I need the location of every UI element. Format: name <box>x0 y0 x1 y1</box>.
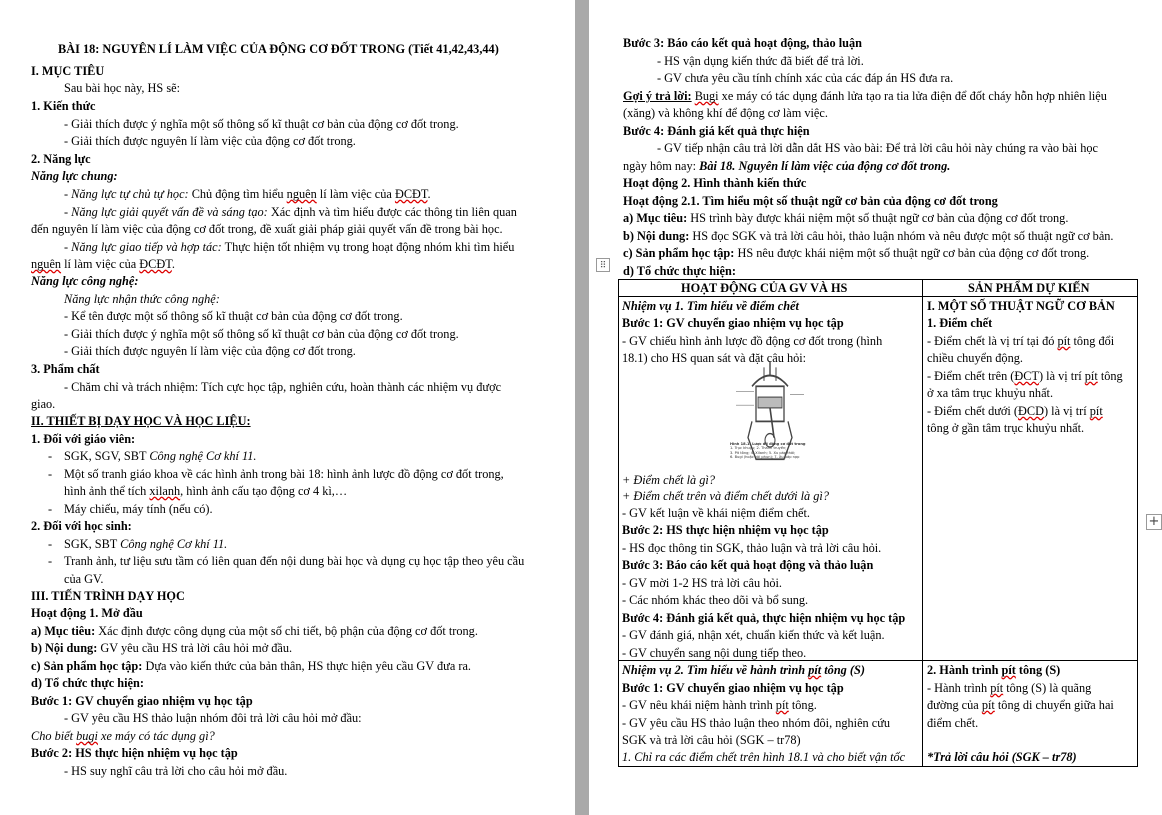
competence-item: - Năng lực giao tiếp và hợp tác: Thực hiện tốt nhiệm vụ trong hoạt động nhóm khi tìm hiểu <box>64 240 515 254</box>
activity-goal: a) Mục tiêu: HS trình bày được khái niệm một số thuật ngữ cơ bản của động cơ đốt trong. <box>623 211 1069 225</box>
task-1-step-3-text: - GV mời 1-2 HS trả lời câu hỏi. <box>622 576 782 590</box>
activity-content: b) Nội dung: HS đọc SGK và trả lời câu hỏi, thảo luận nhóm và nêu được một số thuật ngữ cơ bản. <box>623 229 1114 243</box>
competence-item: - Năng lực tự chủ tự học: Chủ động tìm hiểu nguên lí làm việc của ĐCĐT. <box>64 187 431 201</box>
task-1-step-2: Bước 2: HS thực hiện nhiệm vụ học tập <box>622 523 829 537</box>
heading-knowledge: 1. Kiến thức <box>31 99 96 113</box>
activity-goal: a) Mục tiêu: Xác định được công dụng của một số chi tiết, bộ phận của động cơ đốt trong. <box>31 624 478 638</box>
student-item: - SGK, SBT Công nghệ Cơ khí 11. <box>64 536 227 552</box>
suggested-answer-cont: (xăng) và không khí để động cơ làm việc. <box>623 106 828 120</box>
knowledge-item: - Giải thích được nguyên lí làm việc của động cơ đốt trong. <box>64 134 356 148</box>
task-2-step-1-text: - GV nêu khái niệm hành trình pít tông. <box>622 698 817 712</box>
student-item: - Tranh ảnh, tư liệu sưu tầm có liên quan đến nội dung bài học và dụng cụ học tập theo yêu cầu <box>64 553 524 569</box>
product-text: tông ở gần tâm trục khuỷu nhất. <box>927 421 1085 435</box>
step-1-text: - GV yêu cầu HS thảo luận nhóm đôi trả lời câu hỏi mở đầu: <box>64 711 362 725</box>
product-text: ở xa tâm trục khuỷu nhất. <box>927 386 1054 400</box>
heading-teacher: 1. Đối với giáo viên: <box>31 432 136 446</box>
step-4: Bước 4: Đánh giá kết quả thực hiện <box>623 124 810 138</box>
page-gap <box>575 0 589 815</box>
step-3: Bước 3: Báo cáo kết quả hoạt động, thảo luận <box>623 36 862 50</box>
activity-product: c) Sản phẩm học tập: Dựa vào kiến thức của bản thân, HS thực hiện yêu cầu GV đưa ra. <box>31 659 472 673</box>
product-text: - Điểm chết là vị trí tại đó pít tông đổi <box>927 334 1115 348</box>
heading-general-competence: Năng lực chung: <box>31 169 118 183</box>
heading-objectives: I. MỤC TIÊU <box>31 64 105 78</box>
task-1-step-4: Bước 4: Đánh giá kết quả, thực hiện nhiệm vụ học tập <box>622 611 906 625</box>
question: + Điểm chết trên và điểm chết dưới là gì? <box>622 489 829 503</box>
task-2-step-1: Bước 1: GV chuyển giao nhiệm vụ học tập <box>622 681 844 695</box>
teacher-item: - SGK, SGV, SBT Công nghệ Cơ khí 11. <box>64 448 256 464</box>
heading-student: 2. Đối với học sinh: <box>31 519 132 533</box>
task-1-step-4-text: - GV đánh giá, nhận xét, chuẩn kiến thức và kết luận. <box>622 628 885 642</box>
task-2-title: Nhiệm vụ 2. Tìm hiểu về hành trình pít tông (S) <box>622 663 865 677</box>
activity-product: c) Sản phẩm học tập: HS nêu được khái niệm một số thuật ngữ cơ bản của động cơ đốt trong. <box>623 246 1090 260</box>
figure-caption: Hình 18.1. Lược đồ động cơ đốt trong 1. Trục khuỷu; 2. Thanh truyền; 3. Pit tông; 4. Xilanh; 5. Xu páp thải; 6. Bugi (hoặc vòi phun); 7. Xu páp nạp <box>730 442 806 460</box>
heading-process: III. TIẾN TRÌNH DẠY HỌC <box>31 589 185 603</box>
activity-organization: d) Tổ chức thực hiện: <box>31 676 144 690</box>
activity-organization: d) Tổ chức thực hiện: <box>623 264 736 278</box>
table-header-activities: HOẠT ĐỘNG CỦA GV VÀ HS <box>681 281 848 295</box>
task-2-step-1-text: SGK và trả lời câu hỏi (SGK – tr78) <box>622 733 801 747</box>
product-text: - Điểm chết trên (ĐCT) là vị trí pít tông <box>927 369 1123 383</box>
heading-equipment: II. THIẾT BỊ DẠY HỌC VÀ HỌC LIỆU: <box>31 414 251 428</box>
table-header-products: SẢN PHẨM DỰ KIẾN <box>968 281 1090 295</box>
objectives-intro: Sau bài học này, HS sẽ: <box>64 81 181 95</box>
competence-item: - Năng lực giải quyết vấn đề và sáng tạo: Xác định và tìm hiểu được các thông tin liên quan <box>64 205 517 219</box>
product-text: điểm chết. <box>927 716 979 730</box>
table-header-divider <box>618 296 1138 297</box>
teacher-item-cont: hình ảnh thể tích xilanh, hình ảnh cấu tạo động cơ 4 kì,… <box>64 484 348 498</box>
add-column-plus-icon[interactable]: + <box>1146 514 1162 530</box>
product-text: chiều chuyển động. <box>927 351 1023 365</box>
step-4-text: - GV tiếp nhận câu trả lời dẫn dắt HS vào bài: Để trả lời câu hỏi này chúng ra vào bài học <box>657 141 1098 155</box>
step-3-text: - HS vận dụng kiến thức đã biết để trả lời. <box>657 54 864 68</box>
question: + Điểm chết là gì? <box>622 473 715 487</box>
teacher-item: - Máy chiếu, máy tính (nếu có). <box>64 501 213 517</box>
product-heading: I. MỘT SỐ THUẬT NGỮ CƠ BẢN <box>927 299 1115 313</box>
step-3-text: - GV chưa yêu cầu tính chính xác của các đáp án HS đưa ra. <box>657 71 954 85</box>
quality-item-cont: giao. <box>31 397 56 411</box>
step-2: Bước 2: HS thực hiện nhiệm vụ học tập <box>31 746 238 760</box>
subheading-tech-awareness: Năng lực nhận thức công nghệ: <box>64 292 220 306</box>
table-column-divider <box>922 279 923 767</box>
tech-item: - Kể tên được một số thông số kĩ thuật cơ bản của động cơ đốt trong. <box>64 309 403 323</box>
conclusion-text: - GV kết luận về khái niệm điểm chết. <box>622 506 810 520</box>
task-1-step-3: Bước 3: Báo cáo kết quả hoạt động và thảo luận <box>622 558 874 572</box>
student-item-cont: của GV. <box>64 572 104 586</box>
competence-item-cont: nguên lí làm việc của ĐCĐT. <box>31 257 175 271</box>
product-text: đường của pít tông di chuyển giữa hai <box>927 698 1114 712</box>
product-subheading: 2. Hành trình pít tông (S) <box>927 663 1061 677</box>
step-4-text-cont: ngày hôm nay: Bài 18. Nguyên lí làm việc của động cơ đốt trong. <box>623 159 951 173</box>
heading-tech-competence: Năng lực công nghệ: <box>31 274 139 288</box>
activity-content: b) Nội dung: GV yêu cầu HS trả lời câu hỏi mở đầu. <box>31 641 293 655</box>
task-1-title: Nhiệm vụ 1. Tìm hiểu về điểm chết <box>622 299 799 313</box>
document-page-left <box>0 0 575 815</box>
tech-item: - Giải thích được nguyên lí làm việc của động cơ đốt trong. <box>64 344 356 358</box>
task-1-step-1: Bước 1: GV chuyển giao nhiệm vụ học tập <box>622 316 844 330</box>
product-text: - Điểm chết dưới (ĐCD) là vị trí pít <box>927 404 1103 418</box>
competence-item-cont: đến nguyên lí làm việc của động cơ đốt trong, đề xuất giải pháp giải quyết vấn đề trong bài học. <box>31 222 503 236</box>
tech-item: - Giải thích được ý nghĩa một số thông số kĩ thuật cơ bản của động cơ đốt trong. <box>64 327 459 341</box>
product-answer-note: *Trả lời câu hỏi (SGK – tr78) <box>927 750 1077 764</box>
knowledge-item: - Giải thích được ý nghĩa một số thông số kĩ thuật cơ bản của động cơ đốt trong. <box>64 117 459 131</box>
task-1-step-1-text: - GV chiếu hình ảnh lược đồ động cơ đốt trong (hình <box>622 334 883 348</box>
task-1-step-1-text: 18.1) cho HS quan sát và đặt câu hỏi: <box>622 351 807 365</box>
product-subheading: 1. Điểm chết <box>927 316 993 330</box>
task-1-step-4-text: - GV chuyển sang nội dung tiếp theo. <box>622 646 807 660</box>
heading-competence: 2. Năng lực <box>31 152 91 166</box>
quality-item: - Chăm chỉ và trách nhiệm: Tích cực học tập, nghiên cứu, hoàn thành các nhiệm vụ được <box>64 380 502 394</box>
heading-activity-1: Hoạt động 1. Mở đầu <box>31 606 143 620</box>
suggested-answer: Gợi ý trả lời: Bugi xe máy có tác dụng đánh lửa tạo ra tia lửa điện để đốt cháy hỗn hợp nhiên liệu <box>623 89 1107 103</box>
step-2-text: - HS suy nghĩ câu trả lời cho câu hỏi mở đầu. <box>64 764 288 778</box>
heading-qualities: 3. Phẩm chất <box>31 362 100 376</box>
product-text: - Hành trình pít tông (S) là quãng <box>927 681 1092 695</box>
table-move-handle-icon[interactable]: ⠿ <box>596 258 610 272</box>
step-1: Bước 1: GV chuyển giao nhiệm vụ học tập <box>31 694 253 708</box>
task-2-question: 1. Chỉ ra các điểm chết trên hình 18.1 và cho biết vận tốc <box>622 750 906 764</box>
task-1-step-3-text: - Các nhóm khác theo dõi và bổ sung. <box>622 593 809 607</box>
heading-activity-2: Hoạt động 2. Hình thành kiến thức <box>623 176 807 190</box>
lesson-title: BÀI 18: NGUYÊN LÍ LÀM VIỆC CỦA ĐỘNG CƠ ĐỐT TRONG (Tiết 41,42,43,44) <box>58 42 499 56</box>
task-1-step-2-text: - HS đọc thông tin SGK, thảo luận và trả lời câu hỏi. <box>622 541 882 555</box>
opening-question: Cho biết bugi xe máy có tác dụng gì? <box>31 729 215 743</box>
heading-activity-2-1: Hoạt động 2.1. Tìm hiểu một số thuật ngữ cơ bản của động cơ đốt trong <box>623 194 998 208</box>
task-2-step-1-text: - GV yêu cầu HS thảo luận theo nhóm đôi, nghiên cứu <box>622 716 891 730</box>
teacher-item: - Một số tranh giáo khoa về các hình ảnh trong bài 18: hình ảnh lược đồ động cơ đốt trong, <box>64 466 504 482</box>
